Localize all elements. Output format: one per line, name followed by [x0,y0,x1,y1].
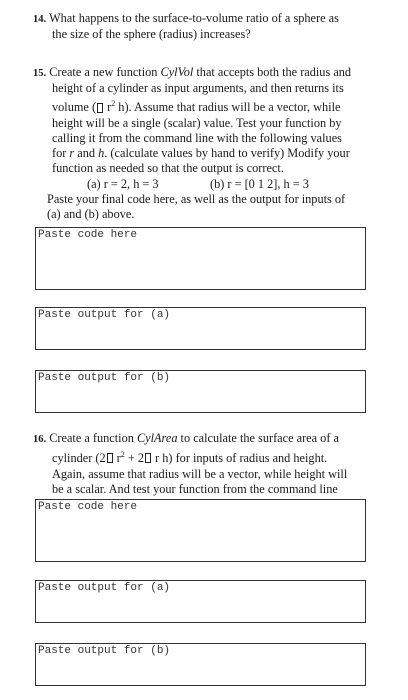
question-text: + 2 [124,451,145,466]
superscript: 2 [111,99,116,109]
question-number: 15. [33,68,47,79]
question-16 [33,431,347,497]
question-text: cylinder (2 [52,451,106,466]
output-a-placeholder: Paste output for (a) [38,309,171,321]
question-text: r [104,100,112,115]
question-number: 16. [33,434,47,445]
question-text: (a) and (b) above. [47,206,135,221]
output-b-input-box[interactable] [35,370,366,413]
question-text: be a scalar. And test your function from the command line [52,481,338,496]
output-a-placeholder: Paste output for (a) [38,582,171,594]
question-text: Again, assume that radius will be a vector, while height will [52,466,348,481]
function-name: CylVol [160,65,194,79]
function-name: CylArea [136,431,178,445]
question-text: for [52,146,70,161]
output-b-input-box[interactable] [35,643,366,686]
missing-glyph-icon [97,103,103,113]
code-placeholder: Paste code here [38,229,138,241]
question-text: the size of the sphere (radius) increases? [52,27,251,42]
question-text: h). Assume that radius will be a vector, while [115,100,341,115]
question-text: calling it from the command line with the following values [52,130,342,145]
output-a-input-box[interactable] [35,580,366,623]
question-text: function as needed so that the output is correct. [52,161,284,176]
output-b-placeholder: Paste output for (b) [38,372,171,384]
test-case-b: (b) r = [0 1 2], h = 3 [210,176,309,191]
code-placeholder: Paste code here [38,501,138,513]
question-text: height will be a single (scalar) value. Test your function by [52,115,342,130]
missing-glyph-icon [145,453,151,463]
superscript: 2 [120,450,125,460]
question-text: that accepts both the radius and [193,65,352,79]
question-text: to calculate the surface area of a [177,431,339,445]
question-text: Paste your final code here, as well as the output for inputs of [47,191,346,206]
question-text: Create a new function [49,65,161,79]
variable: r [69,146,75,161]
code-input-box[interactable] [35,227,366,290]
code-input-box[interactable] [35,499,366,562]
question-number: 14. [33,14,47,25]
question-text: and [74,146,99,161]
question-text: What happens to the surface-to-volume ratio of a sphere as [48,11,339,25]
question-text: r [113,451,121,466]
question-text: volume ( [52,100,97,115]
variable: h [98,146,105,161]
test-case-a: (a) r = 2, h = 3 [87,176,159,191]
question-text: . (calculate values by hand to verify) Modify your [104,146,350,161]
question-text: Create a function [49,431,137,445]
missing-glyph-icon [107,453,113,463]
question-text: r h) for inputs of radius and height. [152,451,328,466]
output-a-input-box[interactable] [35,307,366,350]
output-b-placeholder: Paste output for (b) [38,645,171,657]
question-text: height of a cylinder as input arguments, and then returns its [52,81,344,96]
question-14 [33,11,339,42]
question-15 [33,65,351,222]
